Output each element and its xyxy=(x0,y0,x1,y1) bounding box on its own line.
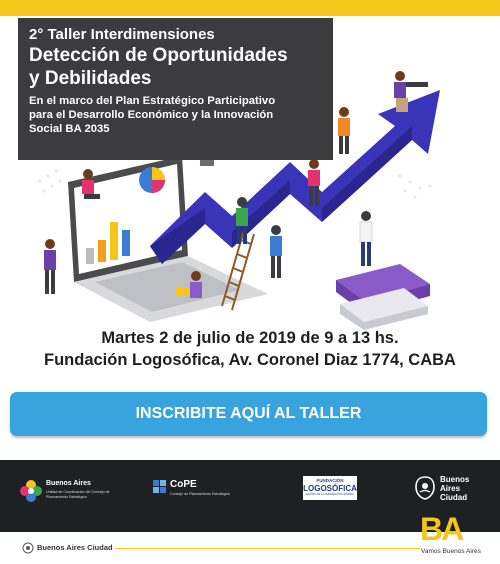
pie-chart-icon xyxy=(139,167,165,193)
register-button[interactable]: INSCRIBITE AQUÍ AL TALLER xyxy=(10,392,487,436)
logo3-line3: EN PRO DE LA SUPERACIÓN HUMANA xyxy=(306,493,354,496)
logo1-name: Buenos Aires xyxy=(46,480,91,487)
logo3-line1: FUNDACIÓN xyxy=(316,478,344,483)
subtitle-line3: Social BA 2035 xyxy=(29,123,110,135)
ba-logo: BA xyxy=(420,511,463,547)
city-shield-icon xyxy=(414,476,436,500)
event-info xyxy=(0,327,500,371)
event-edition: 2° Taller Interdimensiones xyxy=(29,26,215,43)
event-subtitle xyxy=(29,94,323,136)
person-purple-icon xyxy=(44,239,56,294)
top-accent-bar xyxy=(0,0,500,16)
event-venue: Fundación Logosófica, Av. Coronel Diaz 1774, CABA xyxy=(44,351,456,369)
bottom-right-label: Vamos Buenos Aires xyxy=(421,548,481,555)
person-orange-icon xyxy=(338,107,350,154)
title-box xyxy=(18,18,333,160)
logo3-line2: LOGOSÓFICA xyxy=(303,484,357,493)
bottom-left-label: Buenos Aires Ciudad xyxy=(37,543,113,552)
logo-cope xyxy=(153,478,273,514)
person-white-shirt-icon xyxy=(360,211,372,266)
logo4-line3: Ciudad xyxy=(440,493,468,502)
event-title-line2: y Debilidades xyxy=(29,68,152,89)
logo4-line1: Buenos xyxy=(440,475,470,484)
logo2-desc: Consejo de Planeamiento Estratégico xyxy=(170,492,231,496)
hero-banner xyxy=(0,16,500,330)
person-blue-icon xyxy=(270,225,282,278)
city-seal-icon xyxy=(22,542,34,554)
cope-squares-icon xyxy=(153,480,167,494)
logo2-name: CoPE xyxy=(170,479,197,490)
logo4-line2: Aires xyxy=(440,484,461,493)
event-date: Martes 2 de julio de 2019 de 9 a 13 hs. xyxy=(101,329,399,347)
bottom-bar xyxy=(0,511,500,564)
books-icon xyxy=(336,264,430,330)
colorful-flower-icon xyxy=(20,480,42,502)
divider-line xyxy=(115,548,420,549)
event-title-line1: Detección de Oportunidades xyxy=(29,45,288,66)
logo-buenos-aires-ciudad xyxy=(414,474,484,514)
logo-fundacion-logosofica xyxy=(303,476,357,500)
logo1-desc: Unidad de Coordinación del Consejo de Planeamiento Estratégico xyxy=(46,490,110,499)
logo-buenos-aires-cope-unit xyxy=(20,474,132,514)
subtitle-line1: En el marco del Plan Estratégico Participativo xyxy=(29,95,276,107)
subtitle-line2: para el Desarrollo Económico y la Innovación xyxy=(29,109,274,121)
